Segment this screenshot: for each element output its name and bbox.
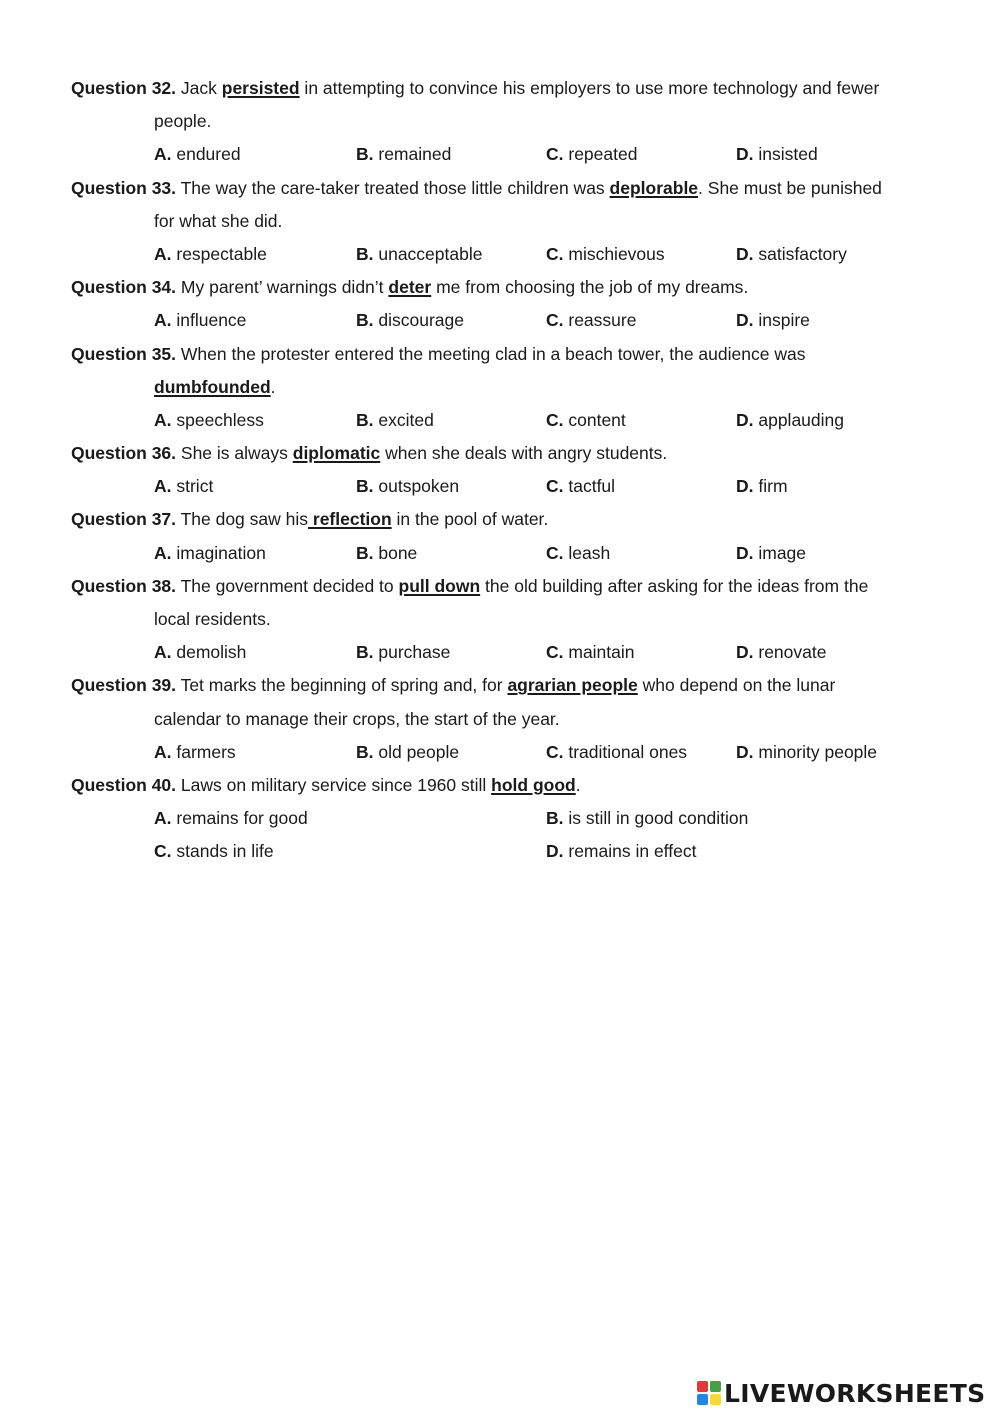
option-c[interactable]	[546, 470, 615, 503]
question-text: .	[575, 774, 581, 795]
question-text: .	[270, 376, 276, 397]
question-text: who depend on the lunar	[637, 675, 836, 696]
option-letter: C.	[546, 144, 564, 165]
question-line	[71, 570, 951, 603]
option-d[interactable]	[736, 736, 877, 769]
option-letter: C.	[546, 741, 564, 762]
option-letter: D.	[736, 144, 754, 165]
keyword: dumbfounded	[154, 376, 271, 397]
option-b[interactable]	[546, 802, 748, 835]
option-text: outspoken	[373, 476, 460, 497]
option-d[interactable]	[736, 470, 788, 503]
options-row	[71, 537, 951, 570]
option-b[interactable]	[356, 537, 417, 570]
question-line-continued: calendar to manage their crops, the start of the year.	[154, 708, 560, 729]
option-text: discourage	[373, 310, 464, 331]
question-block	[71, 338, 951, 438]
option-a[interactable]	[154, 304, 246, 337]
option-text: reassure	[563, 310, 637, 331]
option-letter: A.	[154, 542, 172, 563]
option-d[interactable]	[736, 138, 818, 171]
option-text: insisted	[753, 144, 818, 165]
option-a[interactable]	[154, 138, 241, 171]
question-line-continued: for what she did.	[154, 210, 283, 231]
option-b[interactable]	[356, 304, 464, 337]
option-text: maintain	[563, 642, 635, 663]
question-line	[71, 503, 951, 536]
option-text: remained	[373, 144, 452, 165]
option-text: repeated	[563, 144, 638, 165]
option-text: unacceptable	[373, 243, 483, 264]
keyword: deplorable	[609, 177, 699, 198]
option-c[interactable]	[154, 835, 274, 868]
option-letter: C.	[546, 642, 564, 663]
option-text: respectable	[171, 243, 267, 264]
question-text: in the pool of water.	[391, 509, 549, 530]
option-letter: B.	[546, 808, 564, 829]
option-c[interactable]	[546, 537, 610, 570]
keyword: agrarian people	[507, 675, 638, 696]
option-text: speechless	[171, 409, 264, 430]
question-text: me from choosing the job of my dreams.	[431, 277, 749, 298]
question-block	[71, 570, 951, 670]
option-c[interactable]	[546, 404, 626, 437]
option-letter: C.	[546, 409, 564, 430]
option-d[interactable]	[736, 238, 847, 271]
option-d[interactable]	[736, 404, 844, 437]
question-label: Question 34.	[71, 277, 177, 298]
question-line	[71, 669, 951, 702]
option-letter: B.	[356, 741, 374, 762]
option-b[interactable]	[356, 238, 482, 271]
option-text: renovate	[753, 642, 827, 663]
option-text: image	[753, 542, 807, 563]
options-row	[71, 835, 951, 868]
option-d[interactable]	[736, 537, 806, 570]
question-block	[71, 172, 951, 272]
option-d[interactable]	[736, 304, 810, 337]
question-text: My parent’ warnings didn’t	[176, 277, 389, 298]
option-letter: D.	[736, 409, 754, 430]
question-text: . She must be punished	[698, 177, 882, 198]
options-row	[71, 238, 951, 271]
question-label: Question 37.	[71, 509, 177, 530]
option-letter: B.	[356, 476, 374, 497]
option-text: satisfactory	[753, 243, 847, 264]
option-letter: A.	[154, 476, 172, 497]
option-text: applauding	[753, 409, 844, 430]
logo-mark-icon	[697, 1381, 721, 1405]
option-a[interactable]	[154, 736, 236, 769]
option-letter: A.	[154, 409, 172, 430]
option-a[interactable]	[154, 537, 266, 570]
option-a[interactable]	[154, 238, 267, 271]
question-label: Question 40.	[71, 774, 177, 795]
option-text: farmers	[171, 741, 236, 762]
option-letter: D.	[736, 642, 754, 663]
option-text: endured	[171, 144, 241, 165]
option-letter: B.	[356, 542, 374, 563]
logo-brand-text: LIVEWORKSHEETS	[724, 1378, 986, 1408]
options-row	[71, 636, 951, 669]
option-letter: D.	[736, 310, 754, 331]
options-row	[71, 404, 951, 437]
option-a[interactable]	[154, 802, 308, 835]
question-block	[71, 503, 951, 569]
options-row	[71, 470, 951, 503]
question-line-continued: local residents.	[154, 609, 271, 629]
question-text: Laws on military service since 1960 still	[176, 774, 492, 795]
option-letter: A.	[154, 144, 172, 165]
question-text: The government decided to	[176, 575, 399, 596]
question-line-continued	[71, 371, 951, 404]
question-block	[71, 271, 951, 337]
keyword: diplomatic	[292, 443, 381, 464]
option-b[interactable]	[356, 138, 451, 171]
option-letter: A.	[154, 642, 172, 663]
option-letter: B.	[356, 310, 374, 331]
option-a[interactable]	[154, 470, 213, 503]
question-label: Question 32.	[71, 78, 177, 98]
option-text: remains in effect	[563, 841, 697, 862]
keyword: pull down	[398, 575, 481, 596]
liveworksheets-logo	[697, 1379, 985, 1407]
question-line	[71, 769, 951, 802]
option-a[interactable]	[154, 636, 246, 669]
option-text: stands in life	[171, 841, 274, 862]
option-text: strict	[171, 476, 214, 497]
option-a[interactable]	[154, 404, 264, 437]
keyword: hold good	[491, 774, 576, 795]
option-text: traditional ones	[563, 741, 688, 762]
question-line-continued: people.	[154, 111, 212, 132]
keyword: persisted	[221, 78, 300, 98]
question-line	[71, 172, 951, 205]
option-letter: D.	[546, 841, 564, 862]
option-letter: B.	[356, 409, 374, 430]
option-text: demolish	[171, 642, 247, 663]
option-letter: C.	[546, 542, 564, 563]
option-letter: A.	[154, 808, 172, 829]
option-text: purchase	[373, 642, 451, 663]
question-label: Question 38.	[71, 575, 177, 596]
question-line	[71, 72, 951, 105]
question-text: Jack	[176, 78, 222, 98]
option-text: inspire	[753, 310, 810, 331]
question-text: when she deals with angry students.	[380, 443, 668, 464]
option-c[interactable]	[546, 304, 636, 337]
question-label: Question 33.	[71, 177, 177, 198]
option-d[interactable]	[736, 636, 826, 669]
options-row	[71, 138, 951, 171]
option-text: old people	[373, 741, 460, 762]
option-letter: A.	[154, 310, 172, 331]
logo-square-blue	[697, 1394, 708, 1405]
option-b[interactable]	[356, 404, 434, 437]
option-letter: A.	[154, 741, 172, 762]
option-letter: D.	[736, 542, 754, 563]
option-letter: C.	[546, 310, 564, 331]
question-block	[71, 769, 951, 869]
option-text: content	[563, 409, 626, 430]
option-b[interactable]	[356, 470, 459, 503]
worksheet	[71, 72, 951, 869]
option-b[interactable]	[356, 636, 450, 669]
option-letter: D.	[736, 476, 754, 497]
option-letter: B.	[356, 243, 374, 264]
option-d[interactable]	[546, 835, 696, 868]
question-block	[71, 437, 951, 503]
logo-square-yellow	[710, 1394, 721, 1405]
question-text: the old building after asking for the ideas from the	[480, 575, 869, 596]
option-text: excited	[373, 409, 434, 430]
option-text: tactful	[563, 476, 616, 497]
logo-square-green	[710, 1381, 721, 1392]
question-label: Question 35.	[71, 343, 177, 364]
question-line	[71, 271, 951, 304]
option-text: bone	[373, 542, 418, 563]
options-row	[71, 736, 951, 769]
keyword: reflection	[308, 509, 392, 530]
question-text: in attempting to convince his employers to use more technology and fewer	[299, 78, 880, 98]
question-line	[71, 437, 951, 470]
option-text: is still in good condition	[563, 808, 749, 829]
option-text: imagination	[171, 542, 266, 563]
question-text: She is always	[176, 443, 293, 464]
question-block	[71, 669, 951, 769]
option-c[interactable]	[546, 736, 687, 769]
question-label: Question 36.	[71, 443, 177, 464]
options-row	[71, 802, 951, 835]
option-letter: A.	[154, 243, 172, 264]
option-c[interactable]	[546, 636, 635, 669]
option-text: leash	[563, 542, 611, 563]
question-text: The way the care-taker treated those little children was	[176, 177, 610, 198]
keyword: deter	[388, 277, 432, 298]
question-text: Tet marks the beginning of spring and, for	[176, 675, 508, 696]
option-letter: C.	[546, 476, 564, 497]
option-c[interactable]	[546, 138, 637, 171]
logo-square-red	[697, 1381, 708, 1392]
option-text: influence	[171, 310, 247, 331]
option-letter: D.	[736, 243, 754, 264]
option-text: remains for good	[171, 808, 308, 829]
question-text: When the protester entered the meeting clad in a beach tower, the audience was	[176, 343, 806, 364]
option-letter: B.	[356, 642, 374, 663]
question-block	[71, 72, 951, 172]
option-text: firm	[753, 476, 788, 497]
option-c[interactable]	[546, 238, 665, 271]
question-text: The dog saw his	[176, 509, 309, 530]
option-letter: C.	[154, 841, 172, 862]
option-letter: B.	[356, 144, 374, 165]
question-label: Question 39.	[71, 675, 177, 696]
option-text: mischievous	[563, 243, 665, 264]
question-line	[71, 338, 951, 371]
option-letter: C.	[546, 243, 564, 264]
option-b[interactable]	[356, 736, 459, 769]
options-row	[71, 304, 951, 337]
option-letter: D.	[736, 741, 754, 762]
option-text: minority people	[753, 741, 878, 762]
